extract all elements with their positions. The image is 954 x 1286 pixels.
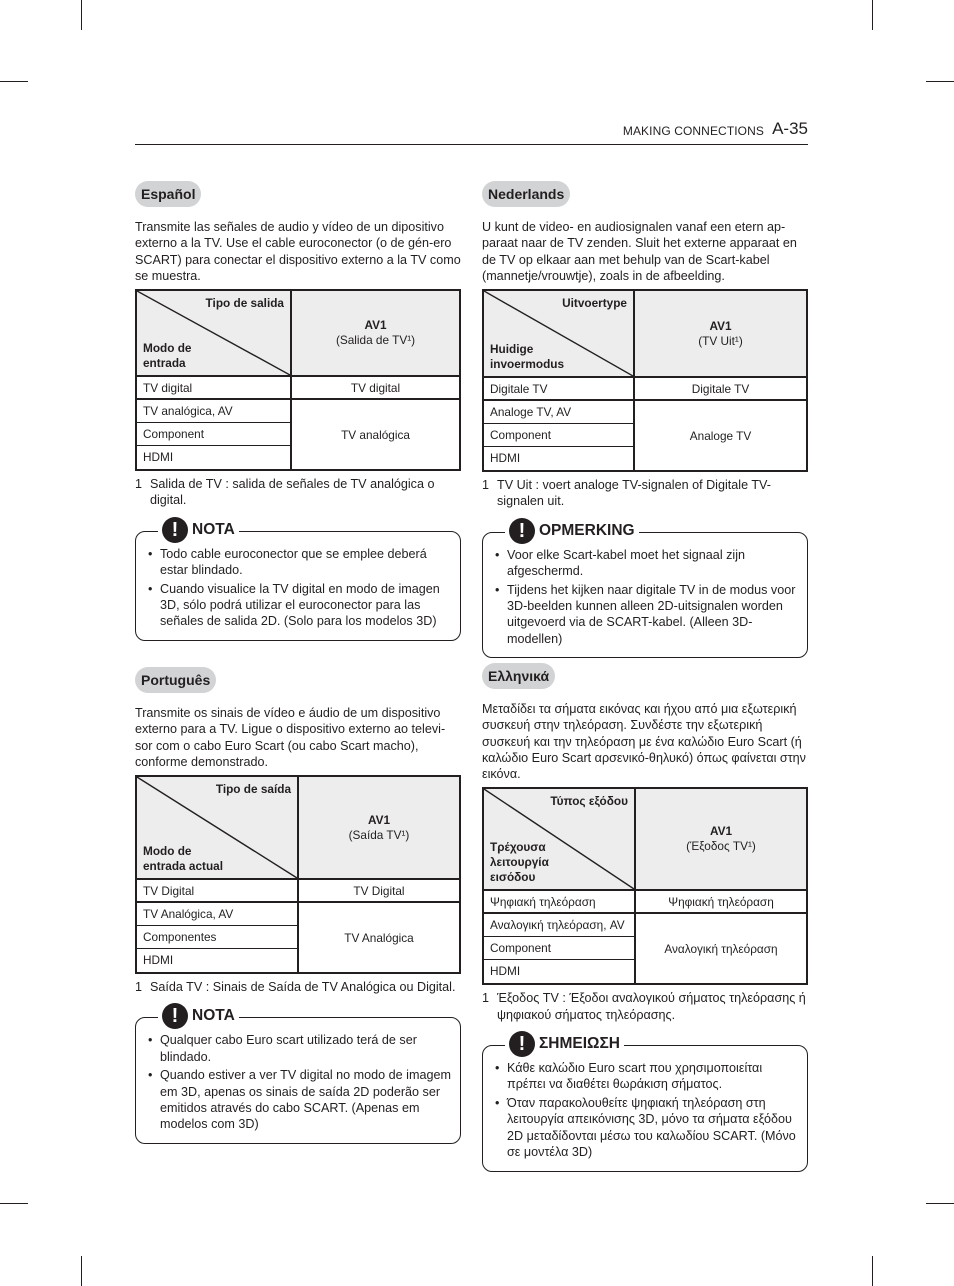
table-header bbox=[137, 291, 459, 377]
section-title: Español bbox=[135, 181, 201, 207]
note-box bbox=[482, 519, 808, 659]
intro-text: Μεταδίδει τα σήματα εικόνας και ήχου από μια εξωτερική συσκευή στην τηλεόραση. Συνδέστε την εξωτερική συσκευή και την τηλεόραση με ένα καλώδιο Euro Scart (ή καλώδιο Euro Scart αρσενικό-θηλυκό) όπως φαίνεται στην εικόνα. bbox=[482, 702, 806, 782]
table-row: TV Analógica, AV bbox=[137, 903, 297, 926]
exclamation-icon: ! bbox=[162, 517, 188, 543]
input-column bbox=[484, 378, 635, 470]
table-row: Component bbox=[137, 423, 290, 446]
output-type-label: Uitvoertype bbox=[562, 296, 627, 311]
intro-text: Transmite os sinais de vídeo e áudio de um dispositivo externo para a TV. Ligue o dispositivo externo ao televi-sor com o cabo Euro Scart (ou cabo Scart macho), conforme demonstrado. bbox=[135, 706, 446, 769]
output-cell-digital: Digitale TV bbox=[635, 378, 806, 401]
intro-text: Transmite las señales de audio y vídeo de un dipositivo externo a la TV. Use el cable euroconector (o de gén-ero SCART) para conectar el dispositivo externo a la TV como se muestra. bbox=[135, 220, 461, 283]
output-cell-digital: TV digital bbox=[292, 377, 459, 400]
section-title: Ελληνικά bbox=[482, 663, 555, 689]
crop-mark bbox=[926, 1203, 954, 1204]
output-cell-digital: TV Digital bbox=[299, 880, 459, 903]
input-mode-label: Huidige invoermodus bbox=[490, 342, 565, 372]
table-header bbox=[484, 789, 806, 891]
note-title: NOTA bbox=[192, 520, 235, 538]
av1-header-cell bbox=[635, 291, 806, 376]
section-portuguese bbox=[135, 667, 461, 1144]
note-list bbox=[148, 546, 452, 630]
av1-header-cell bbox=[636, 789, 806, 889]
note-header bbox=[505, 1030, 624, 1058]
connection-table bbox=[482, 289, 808, 472]
list-item: • Όταν παρακολουθείτε ψηφιακή τηλεόραση στη λειτουργία απεικόνισης 3D, μόνο τα σήματα εξόδου 2D μεταδίδονται μέσω του καλωδίου SCART. (Μόνο σε μοντέλα 3D) bbox=[495, 1095, 799, 1160]
intro-text: U kunt de video- en audiosignalen vanaf een etern ap-paraat naar de TV zenden. Sluit het externe apparaat en de TV op elkaar aan met behulp van de Scart-kabel (mannetje/vrouwtje), zoals in de afbeelding. bbox=[482, 220, 797, 283]
output-column bbox=[299, 880, 459, 972]
crop-mark bbox=[81, 1256, 82, 1286]
table-body bbox=[137, 377, 459, 469]
output-cell-analog: Αναλογική τηλεόραση bbox=[664, 941, 778, 956]
input-column bbox=[484, 891, 636, 983]
connection-table bbox=[482, 787, 808, 985]
table-row: TV analógica, AV bbox=[137, 400, 290, 423]
table-row: Component bbox=[484, 424, 633, 447]
note-box bbox=[135, 1005, 461, 1144]
diagonal-header-cell bbox=[484, 291, 635, 376]
input-mode-label: Τρέχουσα λειτουργία εισόδου bbox=[490, 840, 549, 885]
page-number: A-35 bbox=[772, 119, 808, 138]
connection-table bbox=[135, 775, 461, 974]
crop-mark bbox=[81, 0, 82, 30]
note-header bbox=[158, 516, 239, 544]
av1-header-cell bbox=[292, 291, 459, 375]
table-row: TV Digital bbox=[137, 880, 297, 903]
diagonal-header-cell bbox=[137, 291, 292, 375]
av1-label: AV1 bbox=[367, 812, 391, 827]
crop-mark bbox=[0, 1203, 28, 1204]
av1-sublabel: (Salida de TV¹) bbox=[335, 333, 416, 348]
input-mode-label: Modo de entrada bbox=[143, 341, 192, 371]
output-type-label: Tipo de saída bbox=[215, 782, 291, 797]
av1-label: AV1 bbox=[709, 824, 733, 839]
output-cell-analog: TV analógica bbox=[341, 427, 410, 442]
table-row: Component bbox=[484, 937, 634, 960]
table-body bbox=[484, 891, 806, 983]
note-title: OPMERKING bbox=[539, 521, 635, 539]
av1-label: AV1 bbox=[364, 318, 387, 333]
list-item: • Tijdens het kijken naar digitale TV in de modus voor 3D-beelden kunnen alleen 2D-uitsignalen worden uitgevoerd via de SCART-kabel. (Alleen 3D-modellen) bbox=[495, 582, 799, 647]
list-item: • Cuando visualice la TV digital en modo de imagen 3D, sólo podrá utilizar el euroconector para las señales de salida 2D. (Solo para los modelos 3D) bbox=[148, 581, 452, 630]
output-cell-analog: TV Analógica bbox=[344, 930, 414, 945]
section-greek bbox=[482, 663, 808, 1172]
list-item: • Todo cable euroconector que se emplee deberá estar blindado. bbox=[148, 546, 452, 579]
list-item: • Qualquer cabo Euro scart utilizado terá de ser blindado. bbox=[148, 1032, 452, 1065]
footnote: 1 Saída TV : Sinais de Saída de TV Analógica ou Digital. bbox=[135, 980, 456, 995]
note-header bbox=[505, 517, 639, 545]
note-list bbox=[148, 1032, 452, 1132]
crop-mark bbox=[926, 81, 954, 82]
diagonal-header-cell bbox=[484, 789, 636, 889]
table-row: HDMI bbox=[490, 451, 521, 466]
av1-header-cell bbox=[299, 777, 459, 878]
table-header bbox=[484, 291, 806, 378]
output-cell-analog: Analoge TV bbox=[689, 428, 752, 443]
note-title: NOTA bbox=[192, 1007, 235, 1025]
table-row: Analoge TV, AV bbox=[484, 401, 633, 424]
table-row: HDMI bbox=[143, 953, 174, 968]
footnote: 1 TV Uit : voert analoge TV-signalen of Digitale TV-signalen uit. bbox=[482, 478, 771, 509]
section-spanish bbox=[135, 181, 461, 641]
section-title: Português bbox=[135, 667, 216, 693]
table-row: HDMI bbox=[490, 964, 521, 979]
table-body bbox=[484, 378, 806, 470]
note-list bbox=[495, 1060, 799, 1160]
diagonal-header-cell bbox=[137, 777, 299, 878]
table-header bbox=[137, 777, 459, 880]
output-cell-digital: Ψηφιακή τηλεόραση bbox=[636, 891, 806, 914]
av1-sublabel: (TV Uit¹) bbox=[698, 333, 743, 348]
connection-table bbox=[135, 289, 461, 471]
list-item: • Voor elke Scart-kabel moet het signaal zijn afgeschermd. bbox=[495, 547, 799, 580]
note-header bbox=[158, 1002, 239, 1030]
section-dutch bbox=[482, 181, 808, 658]
section-title: Nederlands bbox=[482, 181, 570, 207]
exclamation-icon: ! bbox=[162, 1003, 188, 1029]
table-row: TV digital bbox=[137, 377, 290, 400]
table-row: Αναλογική τηλεόραση, AV bbox=[484, 914, 634, 937]
input-column bbox=[137, 880, 299, 972]
table-row: Ψηφιακή τηλεόραση bbox=[484, 891, 634, 914]
table-body bbox=[137, 880, 459, 972]
exclamation-icon: ! bbox=[509, 518, 535, 544]
footnote: 1 Έξοδος TV : Έξοδοι αναλογικού σήματος τηλεόρασης ή ψηφιακού σήματος τηλεόρασης. bbox=[482, 991, 806, 1022]
list-item: • Κάθε καλώδιο Euro scart που χρησιμοποιείται πρέπει να διαθέτει θωράκιση σήματος. bbox=[495, 1060, 799, 1093]
exclamation-icon: ! bbox=[509, 1031, 535, 1057]
av1-sublabel: (Saída TV¹) bbox=[348, 827, 410, 842]
av1-sublabel: (Έξοδος TV¹) bbox=[686, 839, 756, 854]
output-column bbox=[292, 377, 459, 469]
table-row: Digitale TV bbox=[484, 378, 633, 401]
header-rule bbox=[135, 144, 808, 145]
input-column bbox=[137, 377, 292, 469]
input-mode-label: Modo de entrada actual bbox=[143, 844, 223, 874]
note-box bbox=[482, 1033, 808, 1172]
output-column bbox=[636, 891, 806, 983]
table-row: Componentes bbox=[137, 926, 297, 949]
av1-label: AV1 bbox=[709, 318, 732, 333]
output-type-label: Τύπος εξόδου bbox=[550, 794, 628, 809]
output-type-label: Tipo de salida bbox=[205, 296, 284, 311]
crop-mark bbox=[0, 81, 28, 82]
crop-mark bbox=[872, 0, 873, 30]
footnote: 1 Salida de TV : salida de señales de TV analógica o digital. bbox=[135, 477, 435, 508]
table-row: HDMI bbox=[143, 450, 174, 465]
output-column bbox=[635, 378, 806, 470]
note-box bbox=[135, 518, 461, 641]
note-title: ΣΗΜΕΙΩΣΗ bbox=[539, 1035, 620, 1053]
crop-mark bbox=[872, 1256, 873, 1286]
header-section-title: MAKING CONNECTIONS bbox=[622, 124, 764, 138]
note-list bbox=[495, 547, 799, 647]
list-item: • Quando estiver a ver TV digital no modo de imagem em 3D, apenas os sinais de saída 2D poderão ser emitidos através do cabo SCART. (Apenas em modelos com 3D) bbox=[148, 1067, 452, 1132]
